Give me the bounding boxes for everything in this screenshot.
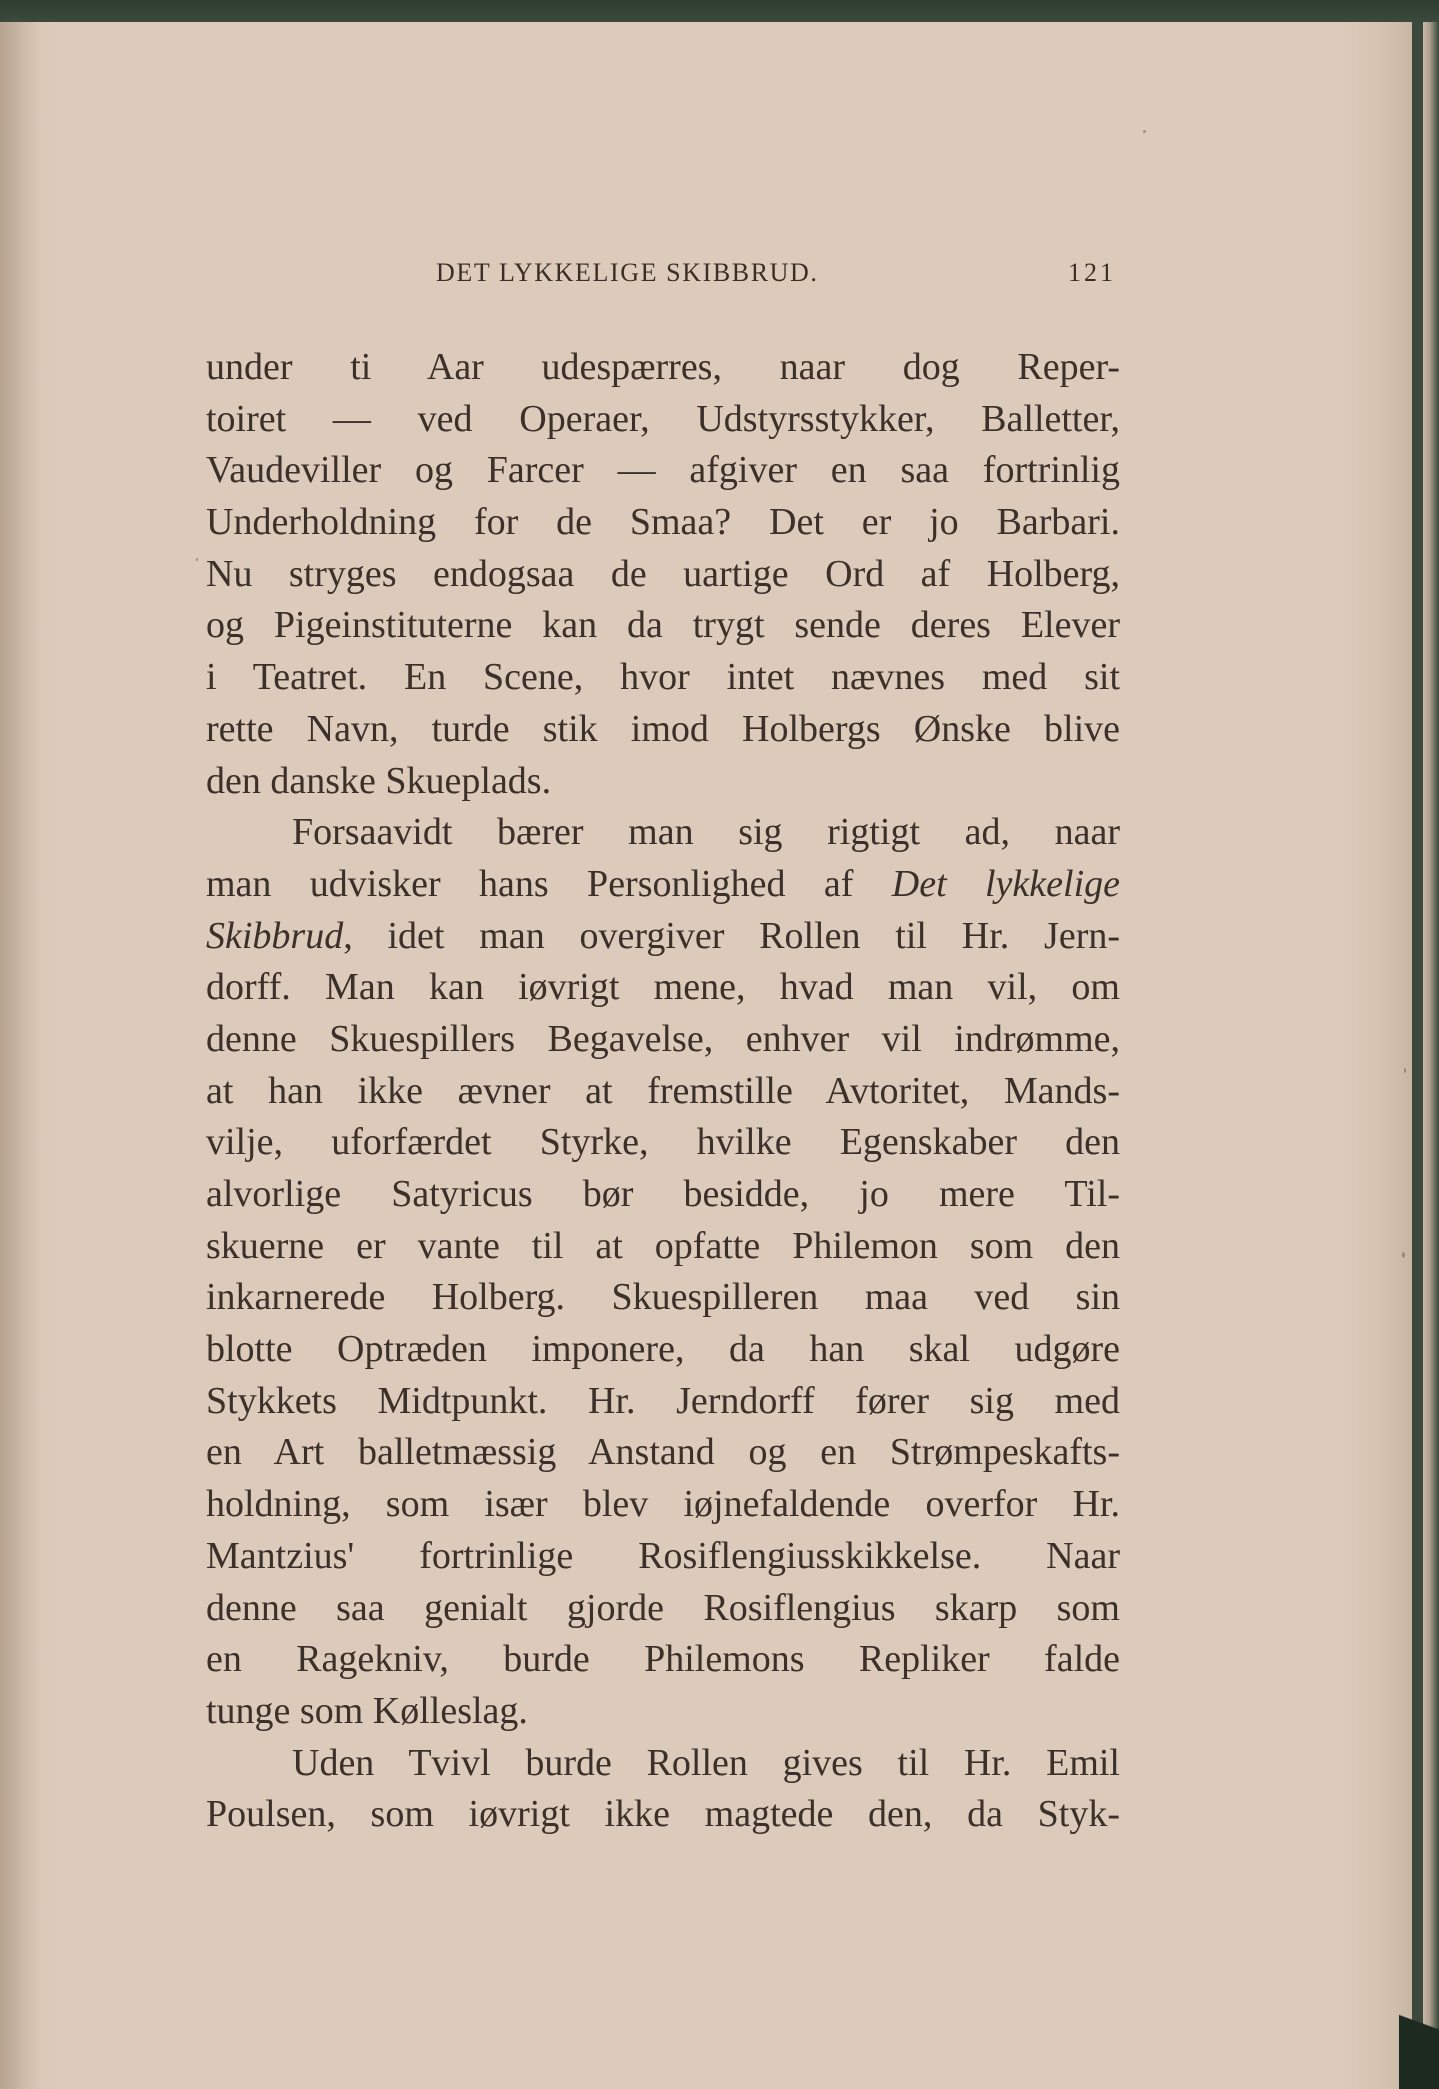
- text-line: dorff. Man kan iøvrigt mene, hvad man vil, om: [206, 966, 1120, 1009]
- text-line: Underholdning for de Smaa? Det er jo Barbari.: [206, 501, 1120, 544]
- running-head-title: DET LYKKELIGE SKIBBRUD.: [436, 258, 819, 287]
- paper-speck: [1143, 130, 1146, 133]
- text-line: holdning, som især blev iøjnefaldende overfor Hr.: [206, 1483, 1120, 1526]
- text-line: at han ikke ævner at fremstille Avtoritet, Mands-: [206, 1069, 1120, 1112]
- text-line: den danske Skueplads.: [206, 759, 552, 802]
- running-head: [436, 258, 1126, 298]
- text-line: alvorlige Satyricus bør besidde, jo mere Til-: [206, 1173, 1120, 1215]
- paper-speck: [1402, 1252, 1405, 1258]
- text-line: Uden Tvivl burde Rollen gives til Hr. Emil: [292, 1741, 1120, 1784]
- text-line: en Art balletmæssig Anstand og en Strømpeskafts-: [206, 1431, 1120, 1474]
- paper-speck: [196, 558, 198, 561]
- text-line: en Ragekniv, burde Philemons Repliker falde: [206, 1638, 1120, 1681]
- page-gutter-shadow: [0, 22, 40, 2089]
- text-line: i Teatret. En Scene, hvor intet nævnes med sit: [206, 656, 1120, 699]
- text-run: , idet man overgiver Rollen til Hr. Jern-: [343, 914, 1120, 957]
- text-line: skuerne er vante til at opfatte Philemon som den: [206, 1224, 1120, 1267]
- text-line: blotte Optræden imponere, da han skal udgøre: [206, 1328, 1120, 1371]
- book-cover-edge: [1423, 22, 1439, 2089]
- text-line: Mantzius' fortrinlige Rosiflengiusskikkelse. Naar: [206, 1534, 1120, 1577]
- text-line: Stykkets Midtpunkt. Hr. Jerndorff fører sig med: [206, 1379, 1120, 1422]
- text-line: toiret — ved Operaer, Udstyrsstykker, Balletter,: [206, 397, 1120, 440]
- text-line: inkarnerede Holberg. Skuespilleren maa ved sin: [206, 1276, 1120, 1319]
- book-title-italic: Skibbrud: [206, 914, 344, 957]
- text-line: [206, 859, 1120, 911]
- text-line: [206, 911, 1120, 963]
- text-line: vilje, uforfærdet Styrke, hvilke Egenskaber den: [206, 1121, 1120, 1164]
- text-line: denne Skuespillers Begavelse, enhver vil indrømme,: [206, 1017, 1120, 1060]
- text-line: Poulsen, som iøvrigt ikke magtede den, da Styk-: [206, 1793, 1120, 1836]
- text-line: og Pigeinstituterne kan da trygt sende deres Elever: [206, 604, 1120, 647]
- text-line: Forsaavidt bærer man sig rigtigt ad, naar: [292, 811, 1120, 854]
- text-line: rette Navn, turde stik imod Holbergs Ønske blive: [206, 707, 1120, 750]
- page-number: 121: [1068, 258, 1116, 287]
- text-line: under ti Aar udespærres, naar dog Reper-: [206, 346, 1120, 388]
- book-page: [0, 22, 1412, 2089]
- book-title-italic: Det lykkelige: [891, 862, 1120, 905]
- text-line: Vaudeviller og Farcer — afgiver en saa fortrinlig: [206, 449, 1120, 492]
- text-run: man udvisker hans Personlighed af: [206, 862, 892, 905]
- text-line: denne saa genialt gjorde Rosiflengius skarp som: [206, 1586, 1120, 1629]
- body-text: [206, 342, 1120, 1841]
- text-line: Nu stryges endogsaa de uartige Ord af Holberg,: [206, 552, 1120, 595]
- text-line: tunge som Kølleslag.: [206, 1689, 528, 1732]
- paper-speck: [1404, 1068, 1406, 1073]
- book-cover-corner: [1399, 1979, 1439, 2089]
